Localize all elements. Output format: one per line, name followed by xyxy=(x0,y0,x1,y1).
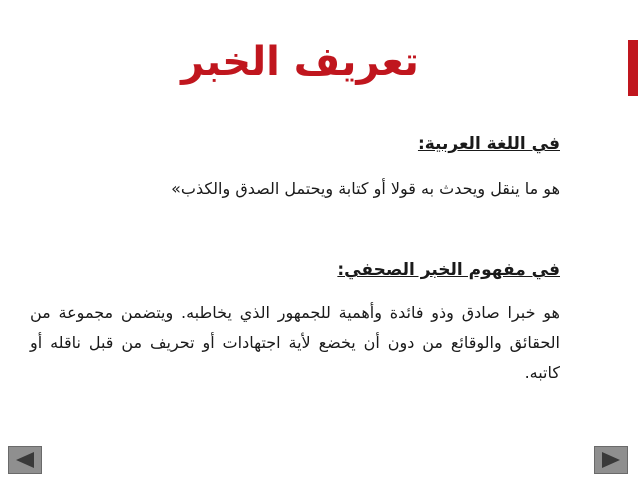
next-slide-button[interactable] xyxy=(594,446,628,474)
section-heading-language: في اللغة العربية: xyxy=(417,134,560,154)
accent-bar xyxy=(628,40,638,96)
section-heading-journalism: في مفهوم الخبر الصحفي: xyxy=(337,260,560,280)
triangle-left-icon xyxy=(14,451,36,469)
slide-content xyxy=(30,118,560,388)
triangle-right-icon xyxy=(600,451,622,469)
previous-slide-button[interactable] xyxy=(8,446,42,474)
slide-title: تعريف الخبر xyxy=(181,39,419,85)
section-text-language: هو ما ينقل ويحدث به قولا أو كتابة ويحتمل الصدق والكذب» xyxy=(171,179,560,198)
section-text-journalism: هو خبرا صادق وذو فائدة وأهمية للجمهور الذي يخاطبه. ويتضمن مجموعة من الحقائق والوقائع من دون أن يخضع لأية اجتهادات أو تحريف من قبل ناقله أو كاتبه. xyxy=(30,303,560,382)
